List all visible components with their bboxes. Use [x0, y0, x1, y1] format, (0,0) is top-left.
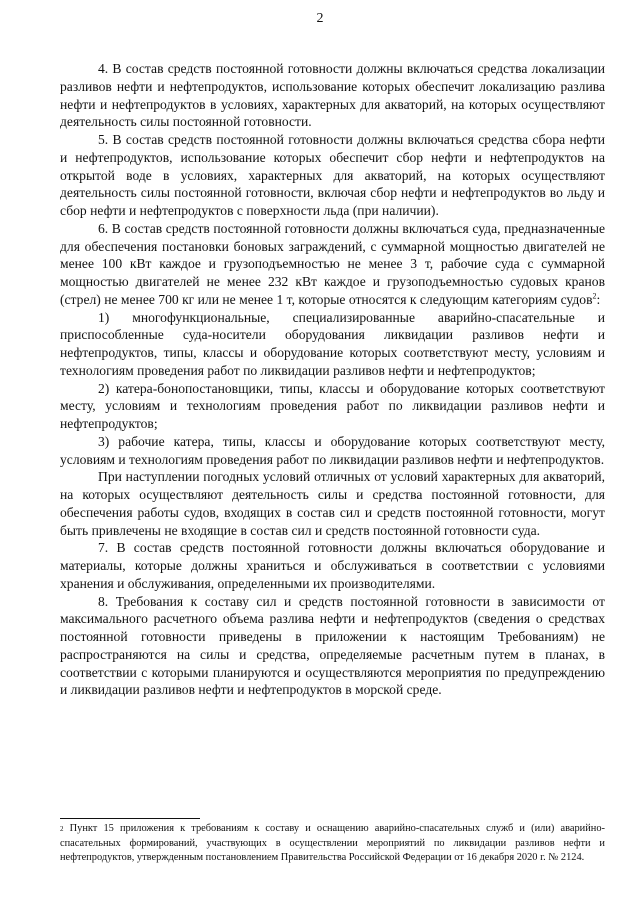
footnote-reference-suffix: : [596, 291, 601, 307]
document-body [60, 60, 605, 699]
footnote-text: Пункт 15 приложения к требованиям к составу и оснащению аварийно-спасательных служб и (или) аварийно-спасательных формирований, участвующих в осуществлении мероприятий по ликвидации разливов нефти и нефтепродуктов, утвержденным постановлением Правительства Российской Федерации от 16 декабря 2020 г. № 2124. [60, 823, 605, 864]
weather-conditions-paragraph: При наступлении погодных условий отличных от условий характерных для акваторий, на которых осуществляют деятельность силы и средства постоянной готовности, для обеспечения работы судов, входящих в состав сил и средств постоянной готовности, могут быть привлечены не входящие в состав сил и средств постоянной готовности суда. [60, 469, 605, 538]
paragraph-item-7: 7. В состав средств постоянной готовности должны включаться оборудование и материалы, которые должны храниться и обслуживаться в соответствии с условиями хранения и обслуживания, определенными их производителями. [60, 540, 605, 591]
paragraph-item-5: 5. В состав средств постоянной готовности должны включаться средства сбора нефти и нефтепродуктов, использование которых обеспечит сбор нефти и нефтепродуктов на открытой воде в условиях, характерных для акваторий, на которых осуществляют деятельность силы постоянной готовности, включая сбор нефти и нефтепродуктов во льду и сбор нефти и нефтепродуктов с поверхности льда (при наличии). [60, 132, 605, 218]
footnote-divider [60, 818, 200, 819]
page-number: 2 [316, 11, 324, 26]
footnote-mark: 2 [60, 825, 64, 833]
paragraph-item-6 [60, 220, 605, 309]
paragraph-item-6-text: 6. В состав средств постоянной готовности должны включаться суда, предназначенные для обеспечения постановки боновых заграждений, с суммарной мощностью двигателей не менее 100 кВт каждое и грузоподъемностью не менее 3 т, рабочие суда с суммарной мощностью двигателей не менее 232 кВт каждое и грузоподъемностью судовых кранов (стрел) не менее 700 кг или не менее 1 т, которые относятся к следующим категориям судов [60, 220, 605, 307]
paragraph-item-8: 8. Требования к составу сил и средств постоянной готовности в зависимости от максимального расчетного объема разлива нефти и нефтепродуктов (сведения о средствах постоянной готовности приведены в приложении к настоящим Требованиям) не распространяются на силы и средства, определяемые расчетным путем в планах, в соответствии с которыми планируются и осуществляются мероприятия по предупреждению и ликвидации разливов нефти и нефтепродуктов в морской среде. [60, 593, 605, 698]
paragraph-item-4: 4. В состав средств постоянной готовности должны включаться средства локализации разливов нефти и нефтепродуктов, использование которых обеспечит локализацию разлива нефти и нефтепродуктов в условиях, характерных для акваторий, на которых осуществляют деятельность силы постоянной готовности. [60, 61, 605, 130]
footnote-reference: 2 [592, 291, 597, 301]
subparagraph-2: 2) катера-бонопостановщики, типы, классы и оборудование которых соответствуют месту, условиям и технологиям проведения работ по ликвидации разливов нефти и нефтепродуктов; [60, 380, 605, 431]
subparagraph-1: 1) многофункциональные, специализированные аварийно-спасательные и приспособленные суда-носители оборудования ликвидации разливов нефти и нефтепродуктов, типы, классы и оборудование которых соответствуют месту, условиям и технологиям проведения работ по ликвидации разливов нефти и нефтепродуктов; [60, 309, 605, 378]
footnote [60, 822, 605, 866]
subparagraph-3: 3) рабочие катера, типы, классы и оборудование которых соответствуют месту, условиям и технологиям проведения работ по ликвидации разливов нефти и нефтепродуктов. [60, 433, 605, 467]
